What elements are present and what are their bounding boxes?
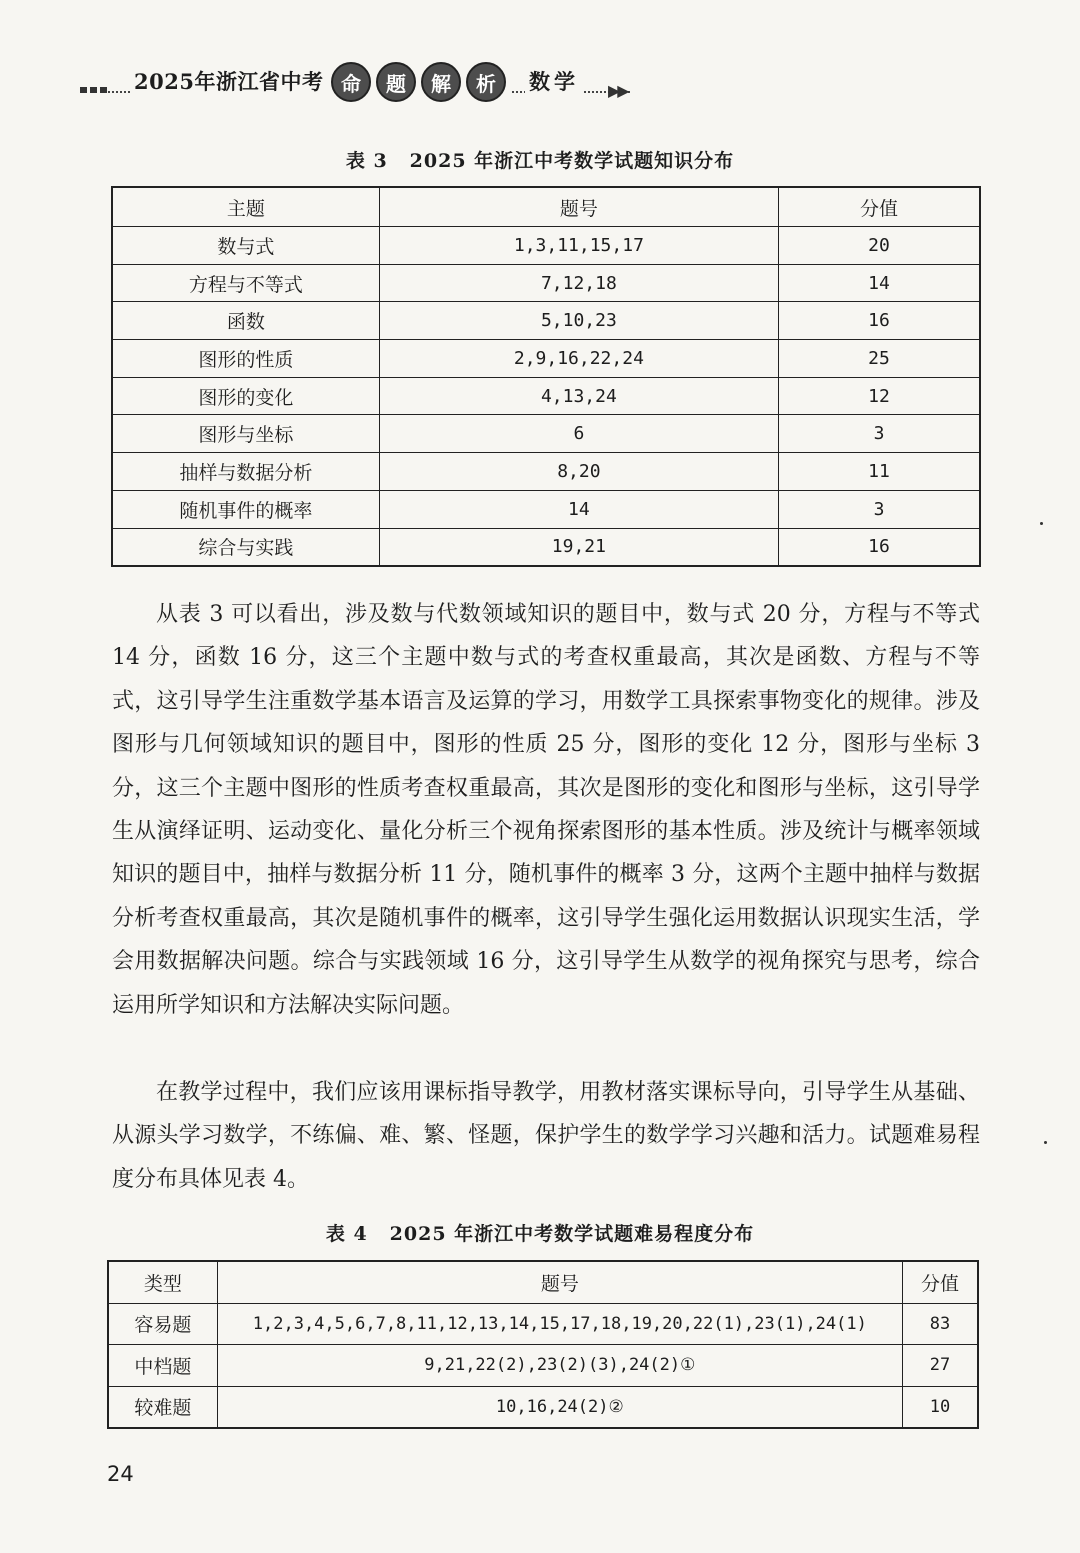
topic-cell: 图形的性质 bbox=[112, 340, 379, 378]
header-subject: 数学 bbox=[525, 66, 583, 96]
column-header-topic: 主题 bbox=[112, 187, 379, 227]
type-cell: 较难题 bbox=[108, 1386, 217, 1428]
difficulty-distribution-table bbox=[107, 1260, 979, 1429]
header-squares bbox=[80, 87, 107, 93]
question-numbers-cell: 2,9,16,22,24 bbox=[379, 340, 778, 378]
score-cell: 14 bbox=[779, 264, 981, 302]
header-badge: 析 bbox=[466, 62, 506, 102]
score-cell: 25 bbox=[779, 340, 981, 378]
score-cell: 3 bbox=[779, 415, 981, 453]
question-numbers-cell: 7,12,18 bbox=[379, 264, 778, 302]
table-header-row bbox=[108, 1261, 978, 1303]
score-cell: 11 bbox=[779, 453, 981, 491]
header-arrows-icon: ▶▶ bbox=[608, 81, 627, 100]
table3-caption bbox=[0, 146, 1080, 173]
scan-speck bbox=[1040, 522, 1043, 525]
table4-caption-label: 表 4 bbox=[325, 1223, 368, 1245]
score-cell: 16 bbox=[779, 302, 981, 340]
question-numbers-cell: 1,2,3,4,5,6,7,8,11,12,13,14,15,17,18,19,20,22(1),23(1),24(1) bbox=[217, 1303, 902, 1345]
header-title: 2025年浙江省中考 bbox=[130, 66, 327, 96]
question-numbers-cell: 1,3,11,15,17 bbox=[379, 227, 778, 265]
topic-cell: 综合与实践 bbox=[112, 528, 379, 566]
column-header-score: 分值 bbox=[779, 187, 981, 227]
table-row bbox=[112, 528, 980, 566]
topic-cell: 随机事件的概率 bbox=[112, 490, 379, 528]
header-badge: 命 bbox=[331, 62, 371, 102]
topic-cell: 图形的变化 bbox=[112, 377, 379, 415]
header-badge: 解 bbox=[421, 62, 461, 102]
table-row bbox=[112, 453, 980, 491]
paragraph-text: 从表 3 可以看出，涉及数与代数领域知识的题目中，数与式 20 分，方程与不等式 14 分，函数 16 分，这三个主题中数与式的考查权重最高，其次是函数、方程与不等式，这引导学生注重数学基本语言及运算的学习，用数学工具探索事物变化的规律。涉及图形与几何领域知识的题目中，图形的性质 25 分，图形的变化 12 分，图形与坐标 3 分，这三个主题中图形的性质考查权重最高，其次是图形的变化和图形与坐标，这引导学生从演绎证明、运动变化、量化分析三个视角探索图形的基本性质。涉及统计与概率领域知识的题目中，抽样与数据分析 11 分，随机事件的概率 3 分，这两个主题中抽样与数据分析考查权重最高，其次是随机事件的概率，这引导学生强化运用数据认识现实生活，学会用数据解决问题。综合与实践领域 16 分，这引导学生从数学的视角探究与思考，综合运用所学知识和方法解决实际问题。 bbox=[112, 602, 980, 1018]
header-badges bbox=[327, 62, 510, 102]
score-cell: 27 bbox=[902, 1345, 978, 1387]
paragraph-text: 在教学过程中，我们应该用课标指导教学，用教材落实课标导向，引导学生从基础、从源头学习数学，不练偏、难、繁、怪题，保护学生的数学学习兴趣和活力。试题难易程度分布具体见表 4。 bbox=[112, 1080, 980, 1192]
column-header-score: 分值 bbox=[902, 1261, 978, 1303]
score-cell: 83 bbox=[902, 1303, 978, 1345]
score-cell: 10 bbox=[902, 1386, 978, 1428]
table-row bbox=[108, 1386, 978, 1428]
topic-cell: 图形与坐标 bbox=[112, 415, 379, 453]
question-numbers-cell: 10,16,24(2)② bbox=[217, 1386, 902, 1428]
score-cell: 16 bbox=[779, 528, 981, 566]
scan-speck bbox=[1044, 1141, 1047, 1144]
table-row bbox=[112, 302, 980, 340]
analysis-paragraph bbox=[112, 593, 980, 1027]
question-numbers-cell: 6 bbox=[379, 415, 778, 453]
table-row bbox=[112, 377, 980, 415]
table-row bbox=[112, 227, 980, 265]
table-row bbox=[112, 340, 980, 378]
question-numbers-cell: 4,13,24 bbox=[379, 377, 778, 415]
column-header-question-numbers: 题号 bbox=[217, 1261, 902, 1303]
page-number: 24 bbox=[107, 1462, 134, 1486]
question-numbers-cell: 8,20 bbox=[379, 453, 778, 491]
question-numbers-cell: 14 bbox=[379, 490, 778, 528]
knowledge-distribution-table bbox=[111, 186, 981, 567]
score-cell: 20 bbox=[779, 227, 981, 265]
column-header-question-numbers: 题号 bbox=[379, 187, 778, 227]
topic-cell: 抽样与数据分析 bbox=[112, 453, 379, 491]
table-row bbox=[112, 415, 980, 453]
question-numbers-cell: 19,21 bbox=[379, 528, 778, 566]
running-header bbox=[80, 62, 660, 108]
type-cell: 容易题 bbox=[108, 1303, 217, 1345]
table4-caption-text: 2025 年浙江中考数学试题难易程度分布 bbox=[389, 1223, 755, 1245]
score-cell: 12 bbox=[779, 377, 981, 415]
type-cell: 中档题 bbox=[108, 1345, 217, 1387]
score-cell: 3 bbox=[779, 490, 981, 528]
question-numbers-cell: 5,10,23 bbox=[379, 302, 778, 340]
table3-caption-label: 表 3 bbox=[345, 150, 388, 172]
column-header-type: 类型 bbox=[108, 1261, 217, 1303]
table-row bbox=[108, 1345, 978, 1387]
table-header-row bbox=[112, 187, 980, 227]
table3-caption-text: 2025 年浙江中考数学试题知识分布 bbox=[409, 150, 735, 172]
table-row bbox=[112, 264, 980, 302]
topic-cell: 方程与不等式 bbox=[112, 264, 379, 302]
topic-cell: 函数 bbox=[112, 302, 379, 340]
teaching-paragraph bbox=[112, 1071, 980, 1201]
header-badge: 题 bbox=[376, 62, 416, 102]
table4-caption bbox=[0, 1219, 1080, 1246]
table-row bbox=[112, 490, 980, 528]
question-numbers-cell: 9,21,22(2),23(2)(3),24(2)① bbox=[217, 1345, 902, 1387]
topic-cell: 数与式 bbox=[112, 227, 379, 265]
table-row bbox=[108, 1303, 978, 1345]
